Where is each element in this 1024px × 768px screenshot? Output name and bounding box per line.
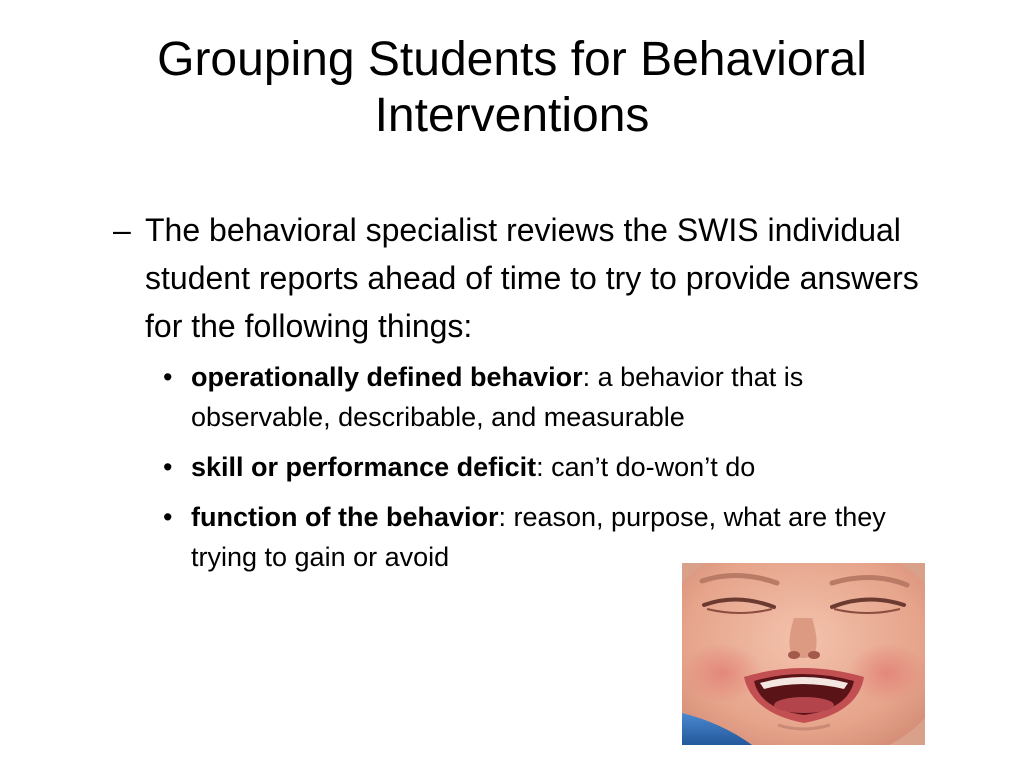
crying-child-photo bbox=[682, 563, 925, 745]
bullet-term: operationally defined behavior bbox=[191, 362, 583, 392]
bullet-marker: • bbox=[163, 362, 173, 392]
bullet-marker: • bbox=[163, 452, 173, 482]
bullet-term: function of the behavior bbox=[191, 502, 499, 532]
dash-bullet-marker: – bbox=[113, 212, 131, 248]
bullet-description: : can’t do-won’t do bbox=[536, 452, 756, 482]
bullet-description: : a behavior that is observable, describable, and measurable bbox=[191, 362, 804, 432]
slide-title: Grouping Students for Behavioral Interventions bbox=[157, 33, 867, 142]
sub-bullet-item bbox=[163, 357, 943, 437]
bullet-term: skill or performance deficit bbox=[191, 452, 537, 482]
sub-bullet-list bbox=[163, 357, 943, 587]
main-bullet-text: The behavioral specialist reviews the SWIS individual student reports ahead of time to try to provide answers for the following things: bbox=[145, 212, 919, 344]
main-bullet bbox=[113, 206, 953, 350]
sub-bullet-item bbox=[163, 447, 943, 487]
bullet-marker: • bbox=[163, 502, 173, 532]
bullet-description: : reason, purpose, what are they trying to gain or avoid bbox=[191, 502, 886, 572]
